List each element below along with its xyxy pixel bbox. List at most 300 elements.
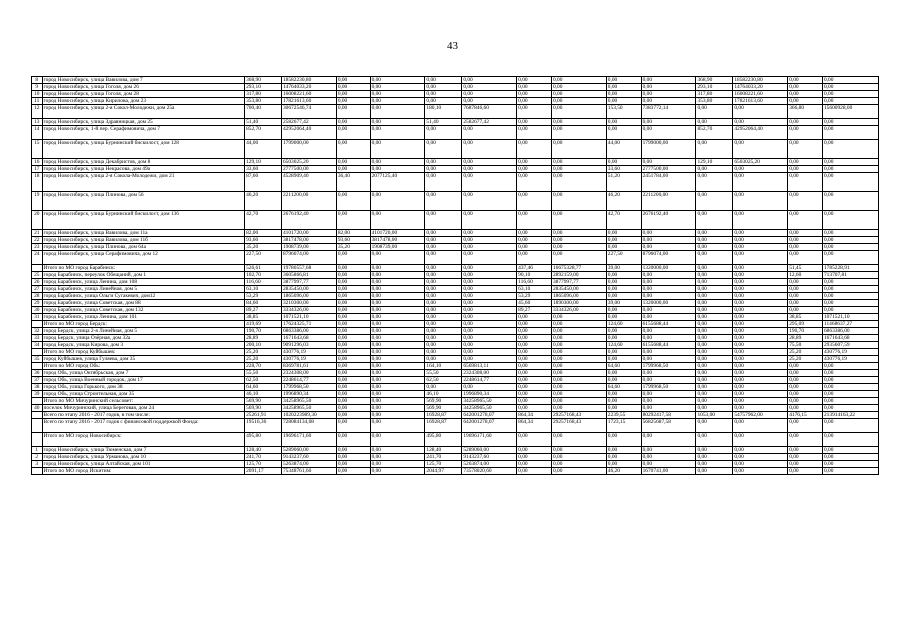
value-cell: 0,00 bbox=[696, 244, 733, 251]
value-cell: 6155688,44 bbox=[641, 321, 696, 328]
value-cell: 0,00 bbox=[462, 211, 517, 230]
table-row bbox=[32, 251, 879, 265]
value-cell: 0,00 bbox=[517, 173, 552, 192]
value-cell: 0,00 bbox=[822, 173, 878, 192]
value-cell: 713707,81 bbox=[822, 272, 878, 279]
value-cell: 128,40 bbox=[245, 447, 282, 454]
address-cell: город Новосибирск, улица Тюменская, дом 7 bbox=[42, 447, 245, 454]
value-cell: 6569813,11 bbox=[462, 363, 517, 370]
value-cell: 0,00 bbox=[370, 272, 425, 279]
value-cell: 0,00 bbox=[733, 244, 788, 251]
value-cell: 241,70 bbox=[245, 454, 282, 461]
value-cell: 2324308,00 bbox=[462, 370, 517, 377]
value-cell: 2835450,00 bbox=[551, 286, 606, 293]
row-number-cell: 10 bbox=[32, 91, 43, 98]
address-cell: Итого по МО город Обь: bbox=[42, 363, 245, 370]
value-cell: 0,00 bbox=[370, 370, 425, 377]
value-cell: 2077125,40 bbox=[370, 173, 425, 192]
value-cell: 0,00 bbox=[733, 286, 788, 293]
address-cell: город Бердск, улица Кирова, дом 3 bbox=[42, 342, 245, 349]
value-cell: 19696171,60 bbox=[281, 433, 336, 447]
value-cell: 1865096,00 bbox=[281, 293, 336, 300]
value-cell: 0,00 bbox=[788, 192, 823, 211]
table-row bbox=[32, 237, 879, 244]
value-cell: 0,00 bbox=[336, 119, 370, 126]
value-cell: 51,40 bbox=[425, 119, 462, 126]
value-cell: 0,00 bbox=[462, 159, 517, 166]
address-cell: город Новосибирск, улица Плинова, дом 56 bbox=[42, 192, 245, 211]
value-cell: 0,00 bbox=[606, 454, 641, 461]
value-cell: 0,00 bbox=[425, 314, 462, 321]
address-cell: Итого по МО город Искитим: bbox=[42, 468, 245, 475]
value-cell: 0,00 bbox=[551, 91, 606, 98]
value-cell: 0,00 bbox=[696, 166, 733, 173]
value-cell: 0,00 bbox=[425, 251, 462, 265]
address-cell: город Обь, улица Военный городок, дом 17 bbox=[42, 377, 245, 384]
value-cell: 1320000,00 bbox=[641, 300, 696, 307]
value-cell: 0,00 bbox=[370, 356, 425, 363]
value-cell: 42952064,40 bbox=[733, 126, 788, 140]
value-cell: 0,00 bbox=[336, 286, 370, 293]
value-cell: 0,00 bbox=[370, 84, 425, 91]
value-cell: 1996890,34 bbox=[281, 391, 336, 398]
value-cell: 0,00 bbox=[462, 349, 517, 356]
value-cell: 46,20 bbox=[245, 192, 282, 211]
value-cell: 0,00 bbox=[733, 265, 788, 272]
value-cell: 2777500,00 bbox=[281, 166, 336, 173]
value-cell: 38,85 bbox=[788, 314, 823, 321]
value-cell: 0,00 bbox=[370, 433, 425, 447]
value-cell: 0,00 bbox=[696, 356, 733, 363]
value-cell: 0,00 bbox=[733, 328, 788, 335]
table-row bbox=[32, 405, 879, 412]
value-cell: 0,00 bbox=[822, 159, 878, 166]
value-cell: 34258965,50 bbox=[462, 405, 517, 412]
value-cell: 0,00 bbox=[336, 98, 370, 105]
value-cell: 0,00 bbox=[517, 384, 552, 391]
value-cell: 2248614,77 bbox=[281, 377, 336, 384]
table-row bbox=[32, 398, 879, 405]
value-cell: 0,00 bbox=[822, 461, 878, 468]
table-row bbox=[32, 356, 879, 363]
value-cell: 0,00 bbox=[606, 159, 641, 166]
value-cell: 19516,36 bbox=[245, 419, 282, 433]
value-cell: 0,00 bbox=[336, 300, 370, 307]
address-cell: город Новосибирск, улица Урманова, дом 10 bbox=[42, 454, 245, 461]
address-cell: город Новосибирск, улица Вавилова, дом 11б bbox=[42, 237, 245, 244]
value-cell: 93,60 bbox=[245, 237, 282, 244]
value-cell: 3817478,00 bbox=[281, 237, 336, 244]
value-cell: 0,00 bbox=[606, 356, 641, 363]
value-cell: 42,70 bbox=[245, 211, 282, 230]
value-cell: 0,00 bbox=[606, 461, 641, 468]
value-cell: 0,00 bbox=[425, 342, 462, 349]
value-cell: 3877997,77 bbox=[551, 279, 606, 286]
value-cell: 0,00 bbox=[733, 173, 788, 192]
row-number-cell: 31 bbox=[32, 314, 43, 321]
table-row bbox=[32, 391, 879, 398]
value-cell: 0,00 bbox=[425, 230, 462, 237]
value-cell: 0,00 bbox=[336, 349, 370, 356]
value-cell: 0,00 bbox=[733, 349, 788, 356]
value-cell: 125,70 bbox=[245, 461, 282, 468]
value-cell: 0,00 bbox=[606, 126, 641, 140]
value-cell: 0,00 bbox=[462, 140, 517, 159]
value-cell: 28,89 bbox=[245, 335, 282, 342]
value-cell: 0,00 bbox=[788, 159, 823, 166]
value-cell: 46,20 bbox=[606, 192, 641, 211]
value-cell: 17821613,60 bbox=[281, 98, 336, 105]
value-cell: 0,00 bbox=[733, 342, 788, 349]
value-cell: 0,00 bbox=[462, 300, 517, 307]
value-cell: 0,00 bbox=[696, 328, 733, 335]
value-cell: 18582230,80 bbox=[733, 77, 788, 84]
value-cell: 0,00 bbox=[517, 98, 552, 105]
address-cell: город Барабинск, улица Линейная, дом 5 bbox=[42, 286, 245, 293]
value-cell: 0,00 bbox=[822, 307, 878, 314]
value-cell: 0,00 bbox=[733, 335, 788, 342]
address-cell: город Обь, улица Горького, дом 38 bbox=[42, 384, 245, 391]
value-cell: 0,00 bbox=[822, 126, 878, 140]
value-cell: 0,00 bbox=[517, 251, 552, 265]
value-cell: 62,50 bbox=[425, 377, 462, 384]
value-cell: 0,00 bbox=[336, 211, 370, 230]
value-cell: 0,00 bbox=[641, 433, 696, 447]
value-cell: 227,50 bbox=[606, 251, 641, 265]
value-cell: 0,00 bbox=[641, 454, 696, 461]
value-cell: 437,46 bbox=[517, 265, 552, 272]
value-cell: 0,00 bbox=[336, 454, 370, 461]
value-cell: 0,00 bbox=[370, 91, 425, 98]
value-cell: 3334326,00 bbox=[551, 307, 606, 314]
value-cell: 0,00 bbox=[696, 384, 733, 391]
value-cell: 0,00 bbox=[551, 119, 606, 126]
value-cell: 0,00 bbox=[696, 140, 733, 159]
value-cell: 0,00 bbox=[462, 84, 517, 91]
table-row bbox=[32, 105, 879, 119]
value-cell: 0,00 bbox=[517, 192, 552, 211]
value-cell: 0,00 bbox=[551, 211, 606, 230]
row-number-cell: 27 bbox=[32, 286, 43, 293]
value-cell: 0,00 bbox=[733, 461, 788, 468]
value-cell: 0,00 bbox=[462, 166, 517, 173]
value-cell: 0,00 bbox=[370, 140, 425, 159]
value-cell: 54757962,00 bbox=[733, 412, 788, 419]
row-number-cell: 8 bbox=[32, 77, 43, 84]
value-cell: 0,00 bbox=[517, 77, 552, 84]
value-cell: 0,00 bbox=[733, 384, 788, 391]
value-cell: 0,00 bbox=[370, 293, 425, 300]
value-cell: 55,50 bbox=[425, 370, 462, 377]
row-number-cell: 20 bbox=[32, 211, 43, 230]
value-cell: 0,00 bbox=[551, 230, 606, 237]
value-cell: 495,80 bbox=[245, 433, 282, 447]
value-cell: 0,00 bbox=[336, 419, 370, 433]
row-number-cell: 30 bbox=[32, 307, 43, 314]
row-number-cell: 17 bbox=[32, 166, 43, 173]
value-cell: 0,00 bbox=[822, 384, 878, 391]
value-cell: 0,00 bbox=[425, 286, 462, 293]
value-cell: 0,00 bbox=[462, 307, 517, 314]
value-cell: 180,10 bbox=[425, 105, 462, 119]
value-cell: 0,00 bbox=[641, 391, 696, 398]
value-cell: 0,00 bbox=[551, 468, 606, 475]
value-cell: 0,00 bbox=[606, 307, 641, 314]
value-cell: 34258965,50 bbox=[281, 405, 336, 412]
value-cell: 0,00 bbox=[822, 166, 878, 173]
row-number-cell: 39 bbox=[32, 391, 43, 398]
value-cell: 0,00 bbox=[606, 391, 641, 398]
value-cell: 0,00 bbox=[336, 356, 370, 363]
value-cell: 0,00 bbox=[788, 140, 823, 159]
address-cell: город Барабинск, улица Ольги Сугакевич, дом12 bbox=[42, 293, 245, 300]
value-cell: 0,00 bbox=[641, 377, 696, 384]
table-row bbox=[32, 419, 879, 433]
value-cell: 0,00 bbox=[336, 307, 370, 314]
value-cell: 0,00 bbox=[370, 377, 425, 384]
value-cell: 0,00 bbox=[822, 370, 878, 377]
value-cell: 0,00 bbox=[370, 166, 425, 173]
value-cell: 0,00 bbox=[517, 91, 552, 98]
value-cell: 0,00 bbox=[733, 166, 788, 173]
value-cell: 569,90 bbox=[245, 405, 282, 412]
value-cell: 7687846,60 bbox=[462, 105, 517, 119]
value-cell: 0,00 bbox=[606, 314, 641, 321]
value-cell: 0,00 bbox=[551, 433, 606, 447]
value-cell: 0,00 bbox=[336, 272, 370, 279]
value-cell: 0,00 bbox=[370, 211, 425, 230]
value-cell: 34258965,50 bbox=[281, 398, 336, 405]
address-cell: город Обь, улица Октябрьская, дом 7 bbox=[42, 370, 245, 377]
value-cell: 1723,15 bbox=[606, 419, 641, 433]
row-number-cell: 16 bbox=[32, 159, 43, 166]
value-cell: 0,00 bbox=[425, 349, 462, 356]
value-cell: 30672546,74 bbox=[281, 105, 336, 119]
value-cell: 0,00 bbox=[517, 328, 552, 335]
address-cell: город Обь, улица Строительная, дом 35 bbox=[42, 391, 245, 398]
value-cell: 642001278,07 bbox=[462, 412, 517, 419]
value-cell: 75,50 bbox=[788, 342, 823, 349]
value-cell: 2211200,00 bbox=[281, 192, 336, 211]
value-cell: 0,00 bbox=[551, 447, 606, 454]
value-cell: 0,00 bbox=[370, 419, 425, 433]
value-cell: 2044,97 bbox=[425, 468, 462, 475]
value-cell: 124,60 bbox=[606, 321, 641, 328]
value-cell: 0,00 bbox=[517, 335, 552, 342]
value-cell: 0,00 bbox=[370, 468, 425, 475]
row-number-cell: 1 bbox=[32, 447, 43, 454]
row-number-cell bbox=[32, 321, 43, 328]
value-cell: 0,00 bbox=[336, 279, 370, 286]
value-cell: 0,00 bbox=[733, 105, 788, 119]
value-cell: 0,00 bbox=[788, 77, 823, 84]
value-cell: 15600928,00 bbox=[822, 105, 878, 119]
value-cell: 2935607,59 bbox=[822, 342, 878, 349]
value-cell: 0,00 bbox=[551, 84, 606, 91]
address-cell: Итого по МО город Бердск: bbox=[42, 321, 245, 328]
table-row bbox=[32, 293, 879, 300]
value-cell: 0,00 bbox=[336, 335, 370, 342]
value-cell: 0,00 bbox=[551, 251, 606, 265]
value-cell: 0,00 bbox=[696, 105, 733, 119]
value-cell: 0,00 bbox=[425, 272, 462, 279]
value-cell: 0,00 bbox=[822, 286, 878, 293]
value-cell: 0,00 bbox=[425, 265, 462, 272]
value-cell: 0,00 bbox=[517, 314, 552, 321]
value-cell: 0,00 bbox=[696, 391, 733, 398]
value-cell: 0,00 bbox=[733, 272, 788, 279]
row-number-cell: 14 bbox=[32, 126, 43, 140]
value-cell: 0,00 bbox=[696, 461, 733, 468]
value-cell: 0,00 bbox=[370, 391, 425, 398]
value-cell: 16928,87 bbox=[425, 412, 462, 419]
value-cell: 39,00 bbox=[606, 265, 641, 272]
row-number-cell: 28 bbox=[32, 293, 43, 300]
value-cell: 227,50 bbox=[245, 251, 282, 265]
value-cell: 80292417,58 bbox=[641, 412, 696, 419]
value-cell: 0,00 bbox=[336, 293, 370, 300]
value-cell: 0,00 bbox=[606, 279, 641, 286]
value-cell: 0,00 bbox=[425, 159, 462, 166]
value-cell: 0,00 bbox=[733, 391, 788, 398]
value-cell: 0,00 bbox=[370, 192, 425, 211]
value-cell: 39,00 bbox=[606, 300, 641, 307]
value-cell: 0,00 bbox=[733, 370, 788, 377]
value-cell: 0,00 bbox=[606, 335, 641, 342]
value-cell: 700,40 bbox=[245, 105, 282, 119]
value-cell: 0,00 bbox=[696, 211, 733, 230]
value-cell: 89,27 bbox=[245, 307, 282, 314]
value-cell: 0,00 bbox=[551, 461, 606, 468]
value-cell: 0,00 bbox=[370, 314, 425, 321]
value-cell: 0,00 bbox=[696, 377, 733, 384]
value-cell: 0,00 bbox=[641, 230, 696, 237]
row-number-cell: 25 bbox=[32, 272, 43, 279]
value-cell: 241,70 bbox=[425, 454, 462, 461]
table-row bbox=[32, 461, 879, 468]
value-cell: 1890300,00 bbox=[551, 300, 606, 307]
value-cell: 5263874,00 bbox=[281, 461, 336, 468]
value-cell: 0,00 bbox=[733, 119, 788, 126]
value-cell: 46,20 bbox=[606, 468, 641, 475]
value-cell: 64,60 bbox=[245, 384, 282, 391]
value-cell: 1071521,10 bbox=[281, 314, 336, 321]
value-cell: 0,00 bbox=[822, 433, 878, 447]
value-cell: 2248614,77 bbox=[462, 377, 517, 384]
row-number-cell bbox=[32, 265, 43, 272]
value-cell: 0,00 bbox=[425, 356, 462, 363]
value-cell: 0,00 bbox=[788, 405, 823, 412]
value-cell: 0,00 bbox=[336, 447, 370, 454]
row-number-cell: 11 bbox=[32, 98, 43, 105]
value-cell: 0,00 bbox=[517, 461, 552, 468]
value-cell: 2091,17 bbox=[245, 468, 282, 475]
table-row bbox=[32, 230, 879, 237]
value-cell: 1785228,91 bbox=[822, 265, 878, 272]
value-cell: 3605866,81 bbox=[281, 272, 336, 279]
value-cell: 0,00 bbox=[517, 447, 552, 454]
value-cell: 0,00 bbox=[551, 105, 606, 119]
value-cell: 0,00 bbox=[462, 244, 517, 251]
value-cell: 0,00 bbox=[336, 377, 370, 384]
value-cell: 0,00 bbox=[370, 279, 425, 286]
value-cell: 0,00 bbox=[425, 140, 462, 159]
value-cell: 0,00 bbox=[336, 391, 370, 398]
value-cell: 0,00 bbox=[641, 77, 696, 84]
address-cell: город Куйбышев, улица Гуляева, дом 35 bbox=[42, 356, 245, 363]
table-row bbox=[32, 77, 879, 84]
value-cell: 16675328,77 bbox=[551, 265, 606, 272]
value-cell: 0,00 bbox=[462, 272, 517, 279]
table-row bbox=[32, 279, 879, 286]
value-cell: 124,60 bbox=[606, 342, 641, 349]
value-cell: 0,00 bbox=[336, 159, 370, 166]
value-cell: 0,00 bbox=[733, 405, 788, 412]
value-cell: 0,00 bbox=[733, 447, 788, 454]
address-cell: город Новосибирск, улица Гоголя, дом 26 bbox=[42, 84, 245, 91]
value-cell: 82,00 bbox=[336, 230, 370, 237]
value-cell: 0,00 bbox=[788, 84, 823, 91]
value-cell: 0,00 bbox=[551, 356, 606, 363]
value-cell: 0,00 bbox=[517, 105, 552, 119]
row-number-cell: 38 bbox=[32, 384, 43, 391]
value-cell: 190,70 bbox=[788, 328, 823, 335]
row-number-cell bbox=[32, 363, 43, 370]
value-cell: 864,34 bbox=[517, 419, 552, 433]
value-cell: 0,00 bbox=[336, 321, 370, 328]
value-cell: 0,00 bbox=[517, 342, 552, 349]
value-cell: 0,00 bbox=[370, 265, 425, 272]
value-cell: 18582230,80 bbox=[281, 77, 336, 84]
address-cell: город Бердск, улица 2-я Линейная, дом 5 bbox=[42, 328, 245, 335]
value-cell: 0,00 bbox=[336, 192, 370, 211]
value-cell: 4101720,00 bbox=[281, 230, 336, 237]
address-cell: город Новосибирск, улица Декабристов, дом 8 bbox=[42, 159, 245, 166]
value-cell: 53,29 bbox=[245, 293, 282, 300]
value-cell: 2451784,00 bbox=[641, 173, 696, 192]
value-cell: 0,00 bbox=[336, 77, 370, 84]
value-cell: 430776,19 bbox=[822, 356, 878, 363]
value-cell: 0,00 bbox=[517, 230, 552, 237]
value-cell: 190,70 bbox=[245, 328, 282, 335]
value-cell: 430776,19 bbox=[281, 356, 336, 363]
value-cell: 116,60 bbox=[245, 279, 282, 286]
address-cell: город Барабинск, переулок Обещаний, дом 1 bbox=[42, 272, 245, 279]
value-cell: 2676192,40 bbox=[281, 211, 336, 230]
address-cell: город Новосибирск, улица Вавилова, дом 7 bbox=[42, 77, 245, 84]
row-number-cell: 18 bbox=[32, 173, 43, 192]
value-cell: 0,00 bbox=[462, 279, 517, 286]
value-cell: 42,70 bbox=[606, 211, 641, 230]
value-cell: 0,00 bbox=[336, 412, 370, 419]
value-cell: 0,00 bbox=[462, 173, 517, 192]
value-cell: 35,20 bbox=[245, 244, 282, 251]
value-cell: 0,00 bbox=[517, 237, 552, 244]
table-row bbox=[32, 433, 879, 447]
value-cell: 0,00 bbox=[517, 405, 552, 412]
value-cell: 0,00 bbox=[425, 84, 462, 91]
value-cell: 19780557,68 bbox=[281, 265, 336, 272]
value-cell: 38,85 bbox=[245, 314, 282, 321]
value-cell: 0,00 bbox=[733, 307, 788, 314]
value-cell: 0,00 bbox=[696, 370, 733, 377]
value-cell: 569,90 bbox=[425, 405, 462, 412]
row-number-cell bbox=[32, 398, 43, 405]
value-cell: 28,89 bbox=[788, 335, 823, 342]
value-cell: 0,00 bbox=[788, 447, 823, 454]
value-cell: 0,00 bbox=[462, 237, 517, 244]
value-cell: 0,00 bbox=[733, 293, 788, 300]
